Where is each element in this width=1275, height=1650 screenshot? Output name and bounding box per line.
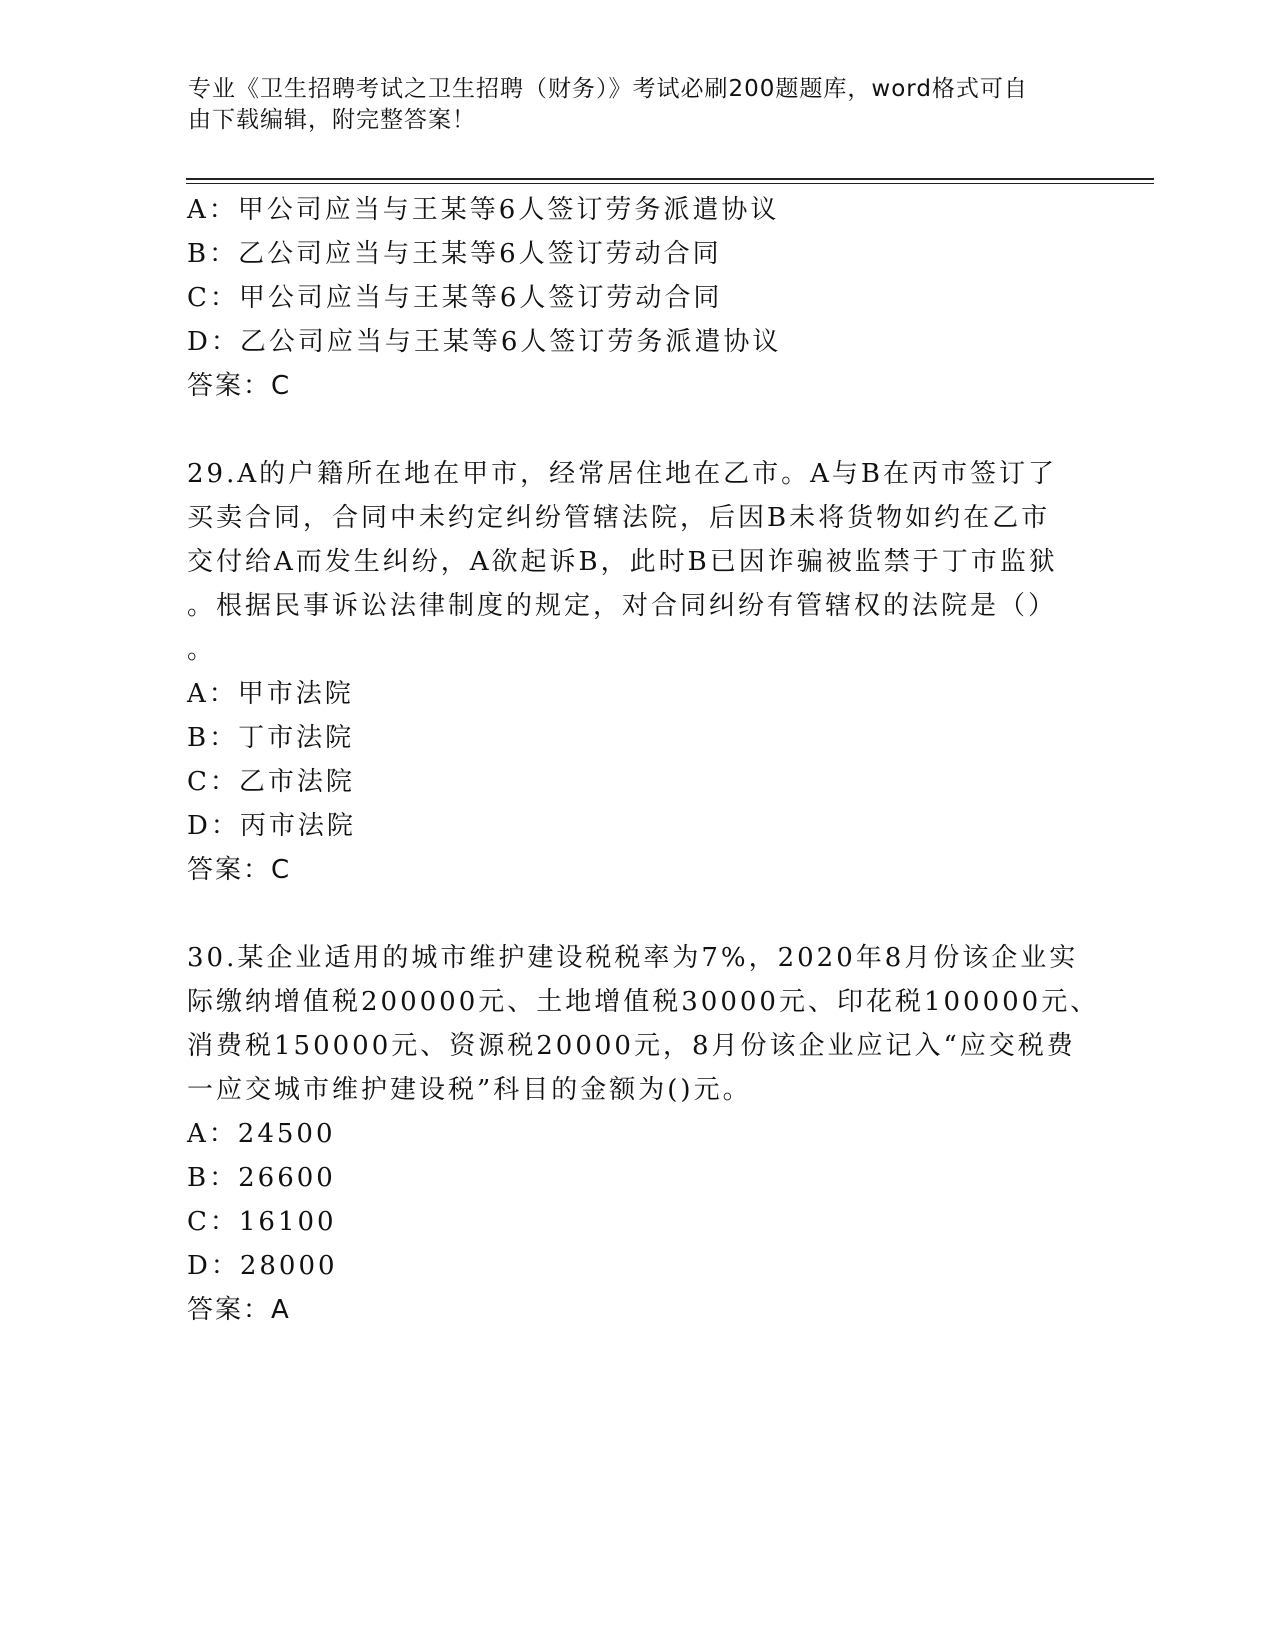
question-stem-line: 29.A的户籍所在地在甲市，经常居住地在乙市。A与B在丙市签订了 (187, 459, 1058, 489)
option-a: A：甲公司应当与王某等6人签订劳务派遣协议 (187, 195, 780, 225)
option-a: A：甲市法院 (187, 679, 354, 709)
option-c: C：16100 (187, 1207, 337, 1237)
question-stem-line: 际缴纳增值税200000元、土地增值税30000元、印花税100000元、 (187, 987, 1100, 1017)
option-d: D：28000 (187, 1251, 338, 1281)
answer: 答案：C (187, 855, 292, 885)
answer: 答案：A (187, 1295, 291, 1325)
answer: 答案：C (187, 371, 292, 401)
header-divider-thin (186, 183, 1154, 184)
header-divider-thick (186, 178, 1154, 180)
option-d: D：乙公司应当与王某等6人签订劳务派遣协议 (187, 327, 782, 357)
question-stem-line: 。 (187, 635, 217, 665)
document-header (188, 74, 1068, 136)
question-stem-line: 交付给A而发生纠纷，A欲起诉B，此时B已因诈骗被监禁于丁市监狱 (187, 547, 1058, 577)
question-stem-line: 30.某企业适用的城市维护建设税税率为7%，2020年8月份该企业实 (187, 943, 1079, 973)
question-stem-line: 一应交城市维护建设税”科目的金额为()元。 (187, 1075, 752, 1105)
question-stem-line: 。根据民事诉讼法律制度的规定，对合同纠纷有管辖权的法院是（） (187, 591, 1058, 621)
option-b: B：26600 (187, 1163, 336, 1193)
option-d: D：丙市法院 (187, 811, 356, 841)
question-stem-line: 买卖合同，合同中未约定纠纷管辖法院，后因B未将货物如约在乙市 (187, 503, 1051, 533)
header-line-1: 专业《卫生招聘考试之卫生招聘（财务）》考试必刷200题题库，word格式可自 (188, 76, 1028, 102)
option-b: B：乙公司应当与王某等6人签订劳动合同 (187, 239, 722, 269)
header-line-2: 由下载编辑，附完整答案！ (188, 107, 476, 133)
option-c: C：乙市法院 (187, 767, 355, 797)
option-a: A：24500 (187, 1119, 336, 1149)
question-stem-line: 消费税150000元、资源税20000元，8月份该企业应记入“应交税费 (187, 1031, 1076, 1061)
option-c: C：甲公司应当与王某等6人签订劳动合同 (187, 283, 723, 313)
option-b: B：丁市法院 (187, 723, 355, 753)
